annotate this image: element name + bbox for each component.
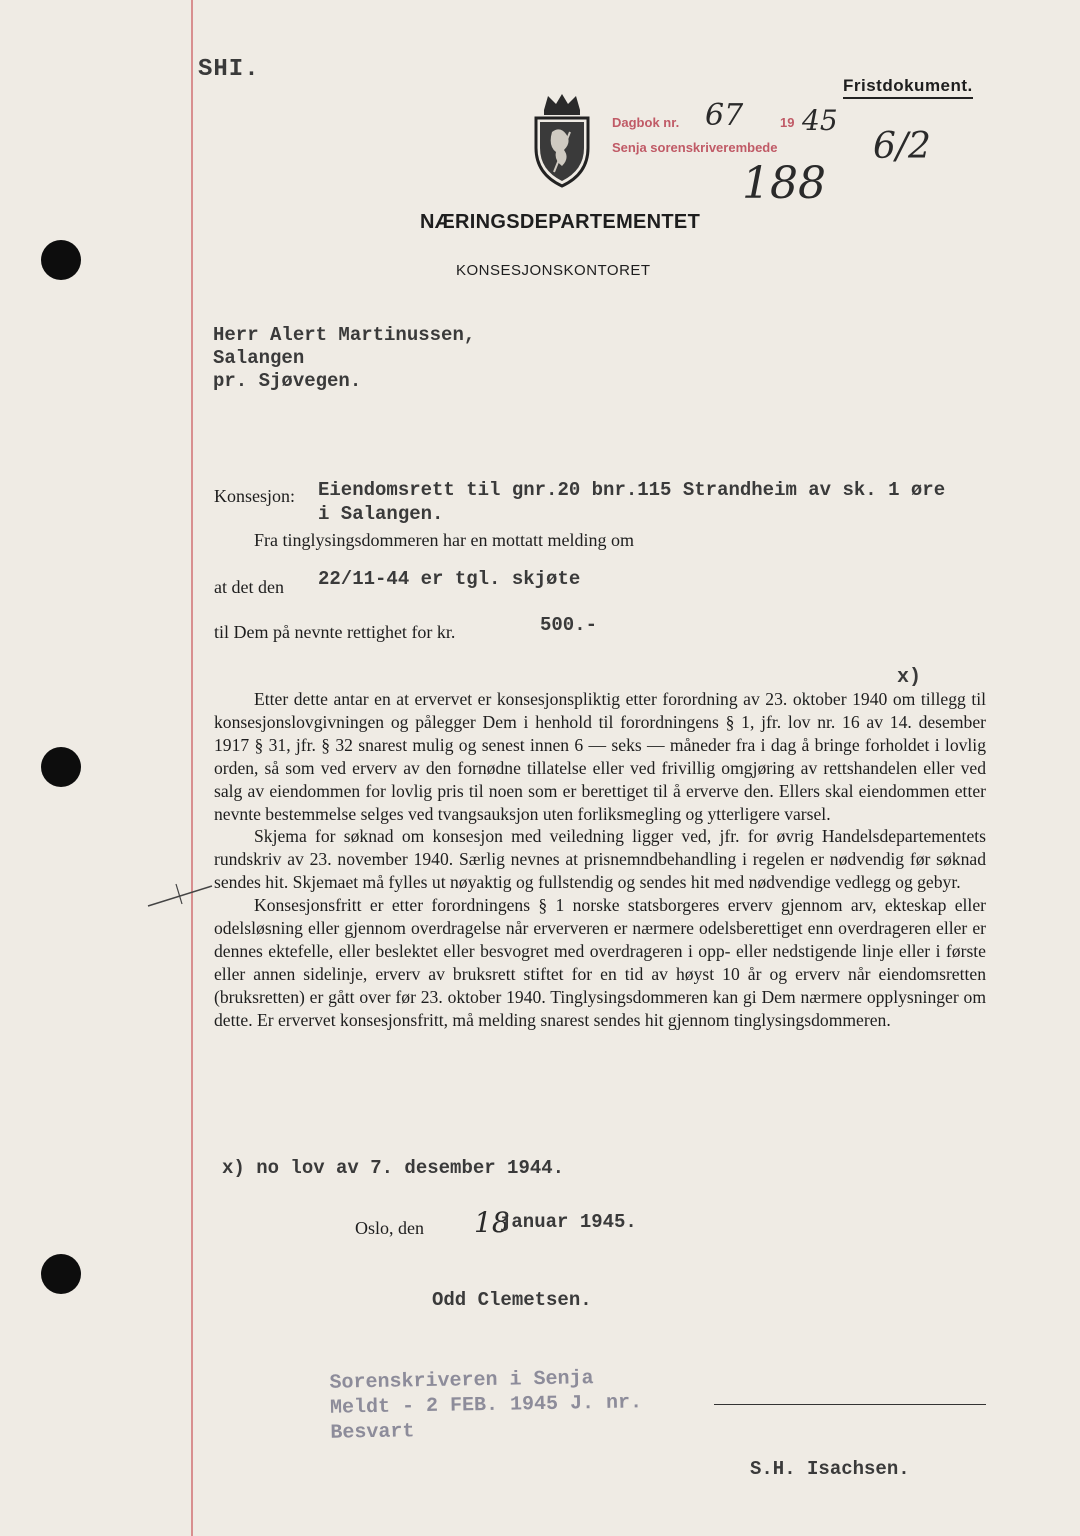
body-text xyxy=(214,688,986,1032)
second-signer-name: S.H. Isachsen. xyxy=(750,1458,910,1480)
amount-value: 500.- xyxy=(540,614,598,636)
addressee-place: Salangen xyxy=(213,347,305,369)
handwritten-day: 18 xyxy=(474,1206,510,1239)
addressee-block xyxy=(213,324,475,393)
signer-name: Odd Clemetsen. xyxy=(432,1289,592,1311)
punch-hole-bottom xyxy=(41,1254,81,1294)
fra-text: Fra tinglysingsdommeren har en mottatt melding om xyxy=(254,530,634,550)
concession-value-line1: Eiendomsrett til gnr.20 bnr.115 Strandheim av sk. 1 øre xyxy=(318,479,946,501)
registration-value: 22/11-44 er tgl. skjøte xyxy=(318,568,581,590)
handwritten-date: 6/2 xyxy=(873,126,931,167)
received-stamp-date: - 2 FEB. 1945 xyxy=(401,1392,559,1419)
punch-hole-middle xyxy=(41,747,81,787)
office-title: KONSESJONSKONTORET xyxy=(456,262,651,279)
footnote-text: x) no lov av 7. desember 1944. xyxy=(222,1157,565,1179)
paragraph-3: Konsesjonsfritt er etter forordningens § 1 norske statsborgeres erverv gjennom arv, ekteskap eller odelsløsning eller gjennom overdragelse når erververen er nærmere odelsberettiget enn overdrageren eller er dennes ektefelle, eller beslektet eller besvogret med overdrageren i opp- eller nedstigende linje eller i første eller annen sidelinje, erverv av bruksrett stiftet for en tid av høyst 10 år og erverv når eiendomsretten (bruksretten) er gått over før 23. oktober 1940. Tinglysingsdommeren kan gi Dem nærmere opplysninger om dette. Er ervervet konsesjonsfritt, må melding snarest sendes hit gjennom tinglysingsdommeren. xyxy=(214,895,986,1030)
addressee-post: pr. Sjøvegen. xyxy=(213,370,362,392)
paragraph-2: Skjema for søknad om konsesjon med veiledning ligger ved, jfr. for øvrig Handelsdepartementets rundskriv av 23. november 1940. Særlig nevnes at prisnemndbehandling i regelen er nødvendig før søknad sendes hit. Skjemaet må fylles ut nøyaktig og fullstendig og sendes hit med nødvendige vedlegg og gebyr. xyxy=(214,826,986,893)
footnote-mark: x) xyxy=(897,666,922,689)
received-stamp-meldt: Meldt xyxy=(329,1395,391,1420)
punch-hole-top xyxy=(41,240,81,280)
margin-pencil-mark xyxy=(146,880,216,910)
concession-value-line2: i Salangen. xyxy=(318,503,444,525)
department-title: NÆRINGSDEPARTEMENTET xyxy=(420,211,701,233)
signature-rule xyxy=(714,1404,986,1405)
coat-of-arms-icon xyxy=(530,92,594,188)
received-stamp-besvart: Besvart xyxy=(330,1420,415,1445)
journal-year-prefix: 19 xyxy=(780,115,795,130)
handwritten-number: 188 xyxy=(742,158,826,209)
journal-year: 45 xyxy=(802,104,838,137)
at-text: at det den xyxy=(214,577,284,597)
paragraph-1: Etter dette antar en at ervervet er konsesjonspliktig etter forordning av 23. oktober 1940 om tillegg til konsesjonslovgivningen og pålegger Dem i henhold til forordningens § 1, jfr. lov nr. 16 av 14. desember 1917 § 31, jfr. § 32 snarest mulig og senest innen 6 — seks — måneder fra i dag å bringe forholdet i lovlig orden, så som ved erverv av den fornødne tillatelse eller ved frivillig omgjøring av rettshandelen eller ved salg av eiendommen for lovlig pris til noen som er berettiget til å erverve den. Ellers skal eiendommen etter nevnte bestemmelse selges ved tvangsauksjon uten forliksmegling og ytterligere varsel. xyxy=(214,689,986,824)
journal-number: 67 xyxy=(705,98,744,133)
margin-line xyxy=(191,0,193,1536)
concession-label: Konsesjon: xyxy=(214,486,295,506)
received-stamp-jnr: J. nr. xyxy=(569,1391,643,1416)
place-label: Oslo, den xyxy=(355,1218,424,1238)
letter-date: januar 1945. xyxy=(500,1211,637,1233)
addressee-name: Herr Alert Martinussen, xyxy=(213,324,476,346)
til-text: til Dem på nevnte rettighet for kr. xyxy=(214,622,456,642)
reference-code: SHI. xyxy=(198,56,260,83)
journal-stamp-label: Dagbok nr. xyxy=(612,115,680,130)
office-stamp-name: Senja sorenskriverembede xyxy=(612,140,778,155)
received-stamp-office: Sorenskriveren i Senja xyxy=(329,1367,594,1395)
fristdokument-label: Fristdokument. xyxy=(843,76,973,99)
received-stamp xyxy=(329,1365,642,1445)
